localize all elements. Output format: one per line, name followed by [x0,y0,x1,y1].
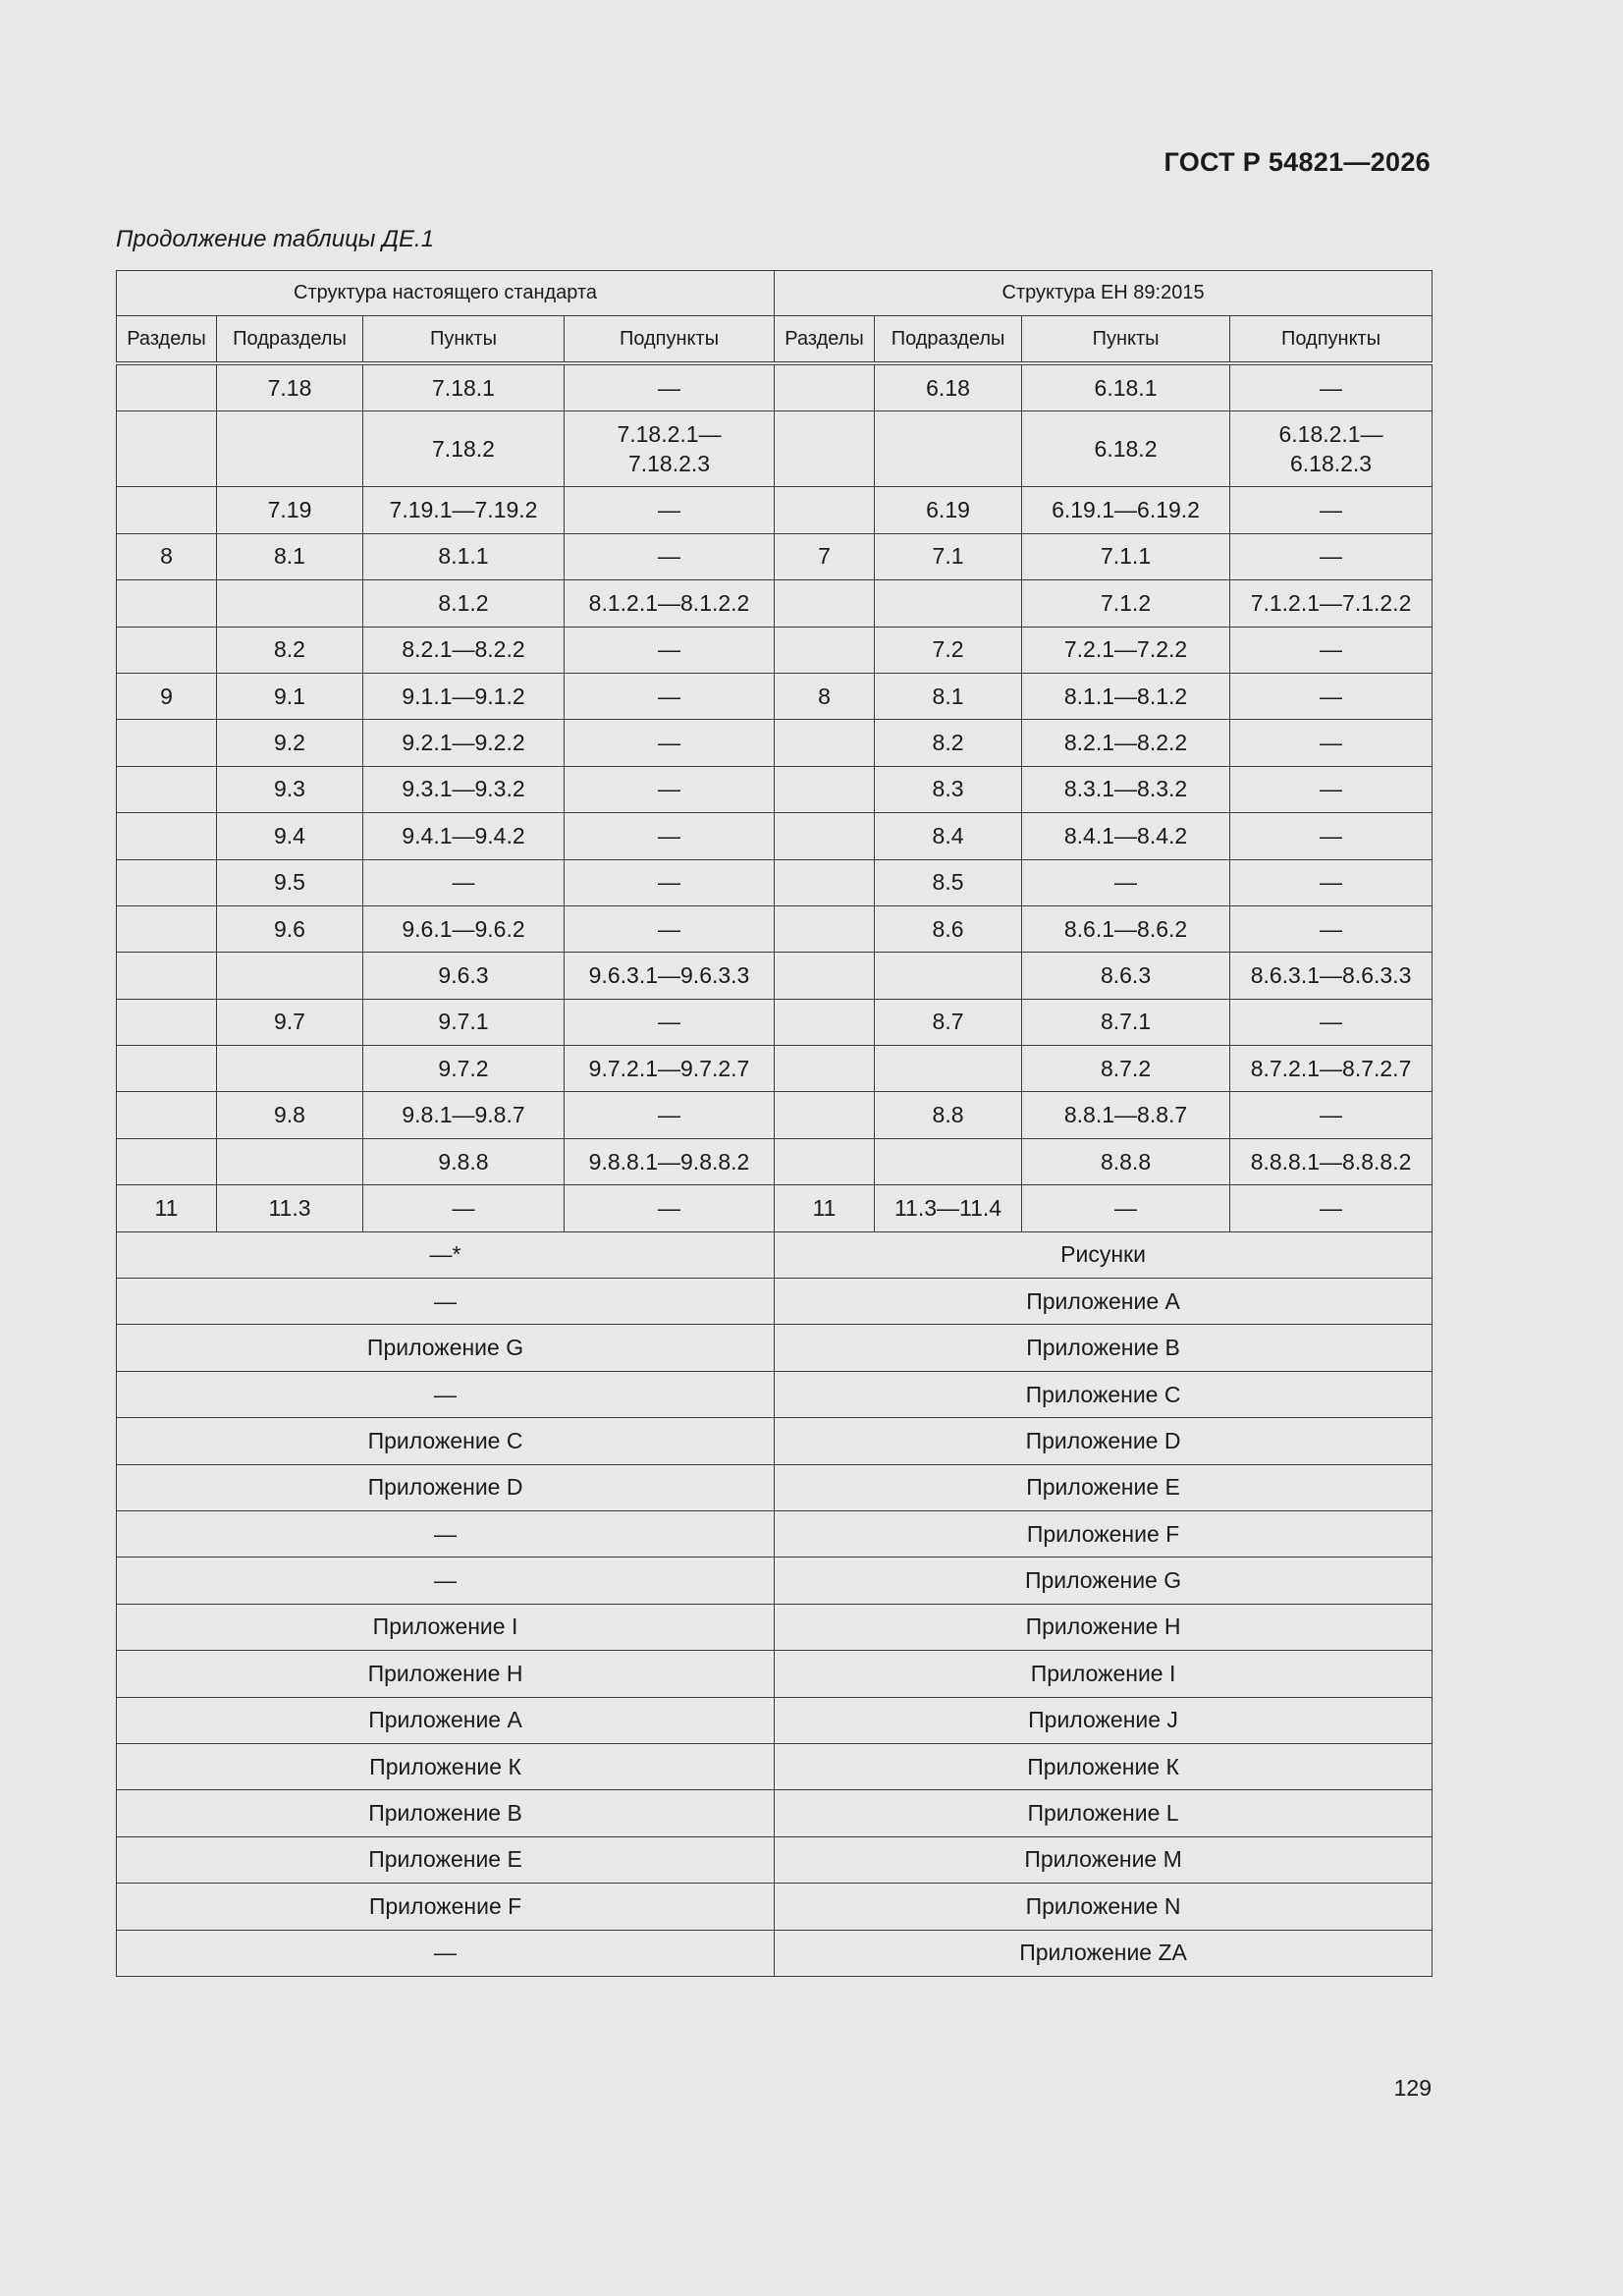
table-cell [775,411,875,487]
table-cell [775,766,875,812]
table-cell [217,953,363,999]
table-cell: — [565,766,775,812]
table-cell: 7.18.2 [363,411,565,487]
table-cell: 8.2 [875,720,1022,766]
table-row [117,580,1433,627]
table-cell: 7.1.1 [1022,533,1230,579]
table-cell [775,363,875,411]
annex-cell-en: Приложение I [775,1651,1433,1697]
table-cell: — [1022,1185,1230,1231]
annex-cell-en: Приложение D [775,1418,1433,1464]
annex-row [117,1743,1433,1789]
table-cell: 8.6.1—8.6.2 [1022,905,1230,952]
table-row [117,766,1433,812]
annex-cell-current: Приложение D [117,1464,775,1510]
annex-cell-current: Приложение F [117,1884,775,1930]
table-cell: 6.18.2 [1022,411,1230,487]
table-cell [775,627,875,673]
table-cell [117,766,217,812]
annex-cell-en: Приложение А [775,1279,1433,1325]
table-cell [117,487,217,533]
table-cell: 11.3—11.4 [875,1185,1022,1231]
annex-row [117,1790,1433,1836]
table-row [117,999,1433,1045]
table-continuation-caption: Продолжение таблицы ДЕ.1 [116,226,435,252]
table-cell: — [565,533,775,579]
annex-cell-en: Приложение К [775,1743,1433,1789]
table-cell: 7.1 [875,533,1022,579]
table-cell: 6.18.2.1— 6.18.2.3 [1230,411,1433,487]
table-cell: — [565,905,775,952]
annex-cell-current: — [117,1371,775,1417]
table-cell [775,1138,875,1184]
table-cell: 9.6.3.1—9.6.3.3 [565,953,775,999]
table-row [117,1138,1433,1184]
table-row [117,1046,1433,1092]
table-cell: 8.6 [875,905,1022,952]
table-cell: 8.7.2.1—8.7.2.7 [1230,1046,1433,1092]
table-cell [775,953,875,999]
annex-cell-current: — [117,1930,775,1976]
table-cell [775,999,875,1045]
annex-cell-en: Приложение С [775,1371,1433,1417]
table-cell: 9.7.2.1—9.7.2.7 [565,1046,775,1092]
table-cell: 8.1 [217,533,363,579]
table-cell: 7.18.1 [363,363,565,411]
comparison-table [116,270,1433,1977]
table-cell: 9.6 [217,905,363,952]
annex-cell-current: Приложение С [117,1418,775,1464]
table-cell [875,580,1022,627]
table-cell: 9.3 [217,766,363,812]
column-header: Подразделы [875,316,1022,364]
table-cell: 9.6.3 [363,953,565,999]
table-cell: 9.4.1—9.4.2 [363,813,565,859]
table-cell: 9.8.8 [363,1138,565,1184]
table-cell: 7.1.2.1—7.1.2.2 [1230,580,1433,627]
table-row [117,673,1433,719]
table-cell: 8 [117,533,217,579]
table-cell: 9.5 [217,859,363,905]
table-row [117,411,1433,487]
table-cell [875,1046,1022,1092]
annex-row [117,1371,1433,1417]
table-cell [775,487,875,533]
table-cell: 11 [775,1185,875,1231]
annex-row [117,1325,1433,1371]
table-cell [117,813,217,859]
annex-cell-en: Приложение Н [775,1604,1433,1650]
annex-cell-current: Приложение G [117,1325,775,1371]
table-cell: — [565,363,775,411]
annex-row [117,1697,1433,1743]
annex-row [117,1836,1433,1883]
table-cell: 7.18 [217,363,363,411]
annex-row [117,1930,1433,1976]
table-row [117,1185,1433,1231]
table-cell: 8 [775,673,875,719]
table-cell [117,411,217,487]
table-cell [775,859,875,905]
table-body [117,363,1433,1231]
annex-cell-en: Приложение F [775,1510,1433,1557]
table-cell: 9.7 [217,999,363,1045]
table-cell: 6.18.1 [1022,363,1230,411]
table-cell: 8.1.1—8.1.2 [1022,673,1230,719]
annex-row [117,1558,1433,1604]
table-row [117,533,1433,579]
table-cell: — [1230,905,1433,952]
table-cell: 9.6.1—9.6.2 [363,905,565,952]
table-cell: 9 [117,673,217,719]
table-cell [117,999,217,1045]
table-row [117,363,1433,411]
table-cell: 8.7.1 [1022,999,1230,1045]
table-row [117,905,1433,952]
annex-cell-en: Приложение J [775,1697,1433,1743]
table-cell [117,953,217,999]
table-cell: — [1230,627,1433,673]
table-cell: 8.6.3 [1022,953,1230,999]
table-row [117,487,1433,533]
table-cell: 7.1.2 [1022,580,1230,627]
table-cell [775,813,875,859]
table-cell: 9.4 [217,813,363,859]
column-header: Подпункты [565,316,775,364]
table-cell [117,720,217,766]
table-cell: — [1022,859,1230,905]
table-row [117,720,1433,766]
group-header-en-89: Структура ЕН 89:2015 [775,271,1433,316]
annex-cell-en: Приложение G [775,1558,1433,1604]
table-cell [117,627,217,673]
table-cell: — [565,720,775,766]
table-cell: — [565,999,775,1045]
annex-cell-en: Приложение Е [775,1464,1433,1510]
table-cell [775,580,875,627]
table-cell [775,720,875,766]
table-cell: — [1230,1092,1433,1138]
table-cell: — [1230,1185,1433,1231]
table-cell: 11.3 [217,1185,363,1231]
table-cell [117,1138,217,1184]
table-cell: 9.7.2 [363,1046,565,1092]
table-cell: — [1230,673,1433,719]
table-cell: — [1230,859,1433,905]
table-cell: — [565,1092,775,1138]
table-cell [775,905,875,952]
table-cell: — [1230,813,1433,859]
table-cell: — [1230,533,1433,579]
table-cell [875,1138,1022,1184]
annex-cell-current: — [117,1279,775,1325]
table-row [117,1092,1433,1138]
table-cell [775,1092,875,1138]
table-cell: 8.8.8.1—8.8.8.2 [1230,1138,1433,1184]
table-cell: 8.1.1 [363,533,565,579]
table-cell: 8.4.1—8.4.2 [1022,813,1230,859]
table-cell: 7.19.1—7.19.2 [363,487,565,533]
table-cell [217,1138,363,1184]
table-cell: 8.1.2 [363,580,565,627]
table-cell: — [565,1185,775,1231]
document-code: ГОСТ Р 54821—2026 [1163,147,1431,177]
table-cell: 8.2.1—8.2.2 [1022,720,1230,766]
table-cell: 8.4 [875,813,1022,859]
annex-row [117,1279,1433,1325]
table-cell: 7 [775,533,875,579]
table-row [117,859,1433,905]
group-header-current-standard: Структура настоящего стандарта [117,271,775,316]
column-header: Пункты [1022,316,1230,364]
table-cell: 8.8.8 [1022,1138,1230,1184]
annex-cell-current: —* [117,1231,775,1278]
table-cell: 9.3.1—9.3.2 [363,766,565,812]
annex-cell-current: — [117,1510,775,1557]
annex-row [117,1418,1433,1464]
table-cell: — [1230,999,1433,1045]
column-header: Подпункты [1230,316,1433,364]
table-cell [775,1046,875,1092]
table-cell [875,411,1022,487]
table-cell: 7.18.2.1— 7.18.2.3 [565,411,775,487]
table-cell: — [565,627,775,673]
table-cell: 6.18 [875,363,1022,411]
table-cell: 8.2 [217,627,363,673]
table-cell: — [1230,720,1433,766]
column-header: Разделы [117,316,217,364]
table-cell: 9.7.1 [363,999,565,1045]
table-cell [117,905,217,952]
table-cell [117,580,217,627]
table-cell: 8.6.3.1—8.6.3.3 [1230,953,1433,999]
table-cell: — [565,813,775,859]
table-cell [217,411,363,487]
table-cell [117,363,217,411]
table-cell: — [1230,487,1433,533]
table-cell: — [1230,363,1433,411]
table-cell: 9.8 [217,1092,363,1138]
table-cell: 9.1.1—9.1.2 [363,673,565,719]
annex-cell-current: Приложение В [117,1790,775,1836]
table-cell: 9.8.1—9.8.7 [363,1092,565,1138]
table-cell: — [565,487,775,533]
annex-cell-en: Приложение В [775,1325,1433,1371]
table-cell: 9.8.8.1—9.8.8.2 [565,1138,775,1184]
table-cell: 7.19 [217,487,363,533]
table-cell: 8.1.2.1—8.1.2.2 [565,580,775,627]
table-cell: 9.1 [217,673,363,719]
annex-cell-en: Рисунки [775,1231,1433,1278]
annex-row [117,1231,1433,1278]
annex-row [117,1464,1433,1510]
annex-cell-en: Приложение L [775,1790,1433,1836]
table-cell [117,1092,217,1138]
table-cell [117,1046,217,1092]
table-cell: 7.2.1—7.2.2 [1022,627,1230,673]
table-row [117,813,1433,859]
annex-cell-current: Приложение А [117,1697,775,1743]
table-cell: — [363,1185,565,1231]
annex-cell-current: Приложение Е [117,1836,775,1883]
annex-cell-en: Приложение N [775,1884,1433,1930]
table-cell: 8.8.1—8.8.7 [1022,1092,1230,1138]
table-cell: 8.7.2 [1022,1046,1230,1092]
table-cell [217,1046,363,1092]
table-cell: 8.1 [875,673,1022,719]
table-row [117,627,1433,673]
table-cell: 8.3 [875,766,1022,812]
annex-row [117,1884,1433,1930]
table-cell: 6.19.1—6.19.2 [1022,487,1230,533]
annex-table-body [117,1231,1433,1976]
table-cell: 8.3.1—8.3.2 [1022,766,1230,812]
table-cell: 8.5 [875,859,1022,905]
annex-cell-en: Приложение М [775,1836,1433,1883]
annex-row [117,1651,1433,1697]
annex-cell-current: Приложение Н [117,1651,775,1697]
table-cell [875,953,1022,999]
annex-cell-en: Приложение ZA [775,1930,1433,1976]
table-cell [117,859,217,905]
column-header: Подразделы [217,316,363,364]
annex-row [117,1604,1433,1650]
table-cell: — [1230,766,1433,812]
table-cell: 11 [117,1185,217,1231]
table-cell: 8.8 [875,1092,1022,1138]
annex-cell-current: — [117,1558,775,1604]
column-header: Пункты [363,316,565,364]
table-cell: 8.2.1—8.2.2 [363,627,565,673]
page-number: 129 [1393,2075,1432,2101]
table-row [117,953,1433,999]
annex-cell-current: Приложение I [117,1604,775,1650]
table-cell: 7.2 [875,627,1022,673]
table-cell: — [565,859,775,905]
annex-cell-current: Приложение К [117,1743,775,1789]
table-cell: — [363,859,565,905]
table-cell: 9.2 [217,720,363,766]
annex-row [117,1510,1433,1557]
table-cell: 9.2.1—9.2.2 [363,720,565,766]
table-cell [217,580,363,627]
table-cell: 8.7 [875,999,1022,1045]
column-header: Разделы [775,316,875,364]
table-cell: 6.19 [875,487,1022,533]
table-cell: — [565,673,775,719]
